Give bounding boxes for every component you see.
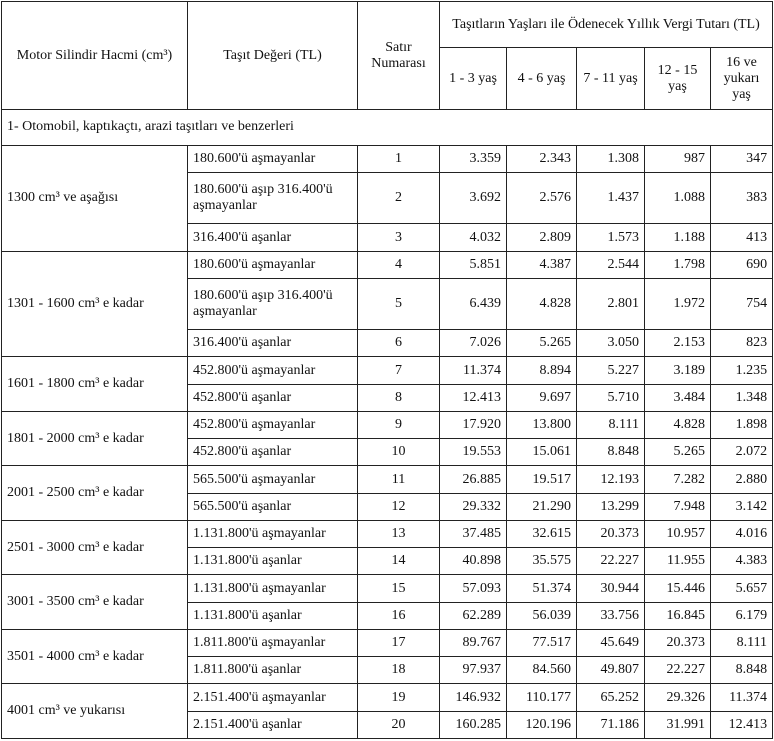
tax-amount-cell: 77.517 (507, 629, 577, 656)
tax-amount-cell: 45.649 (577, 629, 645, 656)
tax-amount-cell: 1.088 (645, 173, 711, 224)
tax-amount-cell: 2.801 (577, 278, 645, 329)
row-number-cell: 9 (358, 411, 440, 438)
tax-amount-cell: 3.050 (577, 330, 645, 357)
tax-amount-cell: 65.252 (577, 684, 645, 711)
vehicle-value-cell: 565.500'ü aşanlar (188, 493, 358, 520)
row-number-cell: 17 (358, 629, 440, 656)
header-row-number: Satır Numarası (358, 2, 440, 110)
tax-amount-cell: 56.039 (507, 602, 577, 629)
table-row (2, 466, 773, 493)
tax-amount-cell: 8.848 (711, 657, 773, 684)
engine-volume-cell: 4001 cm³ ve yukarısı (2, 684, 188, 739)
tax-amount-cell: 13.299 (577, 493, 645, 520)
row-number-cell: 12 (358, 493, 440, 520)
vehicle-value-cell: 180.600'ü aşıp 316.400'ü aşmayanlar (188, 278, 358, 329)
tax-amount-cell: 51.374 (507, 575, 577, 602)
tax-amount-cell: 30.944 (577, 575, 645, 602)
tax-amount-cell: 49.807 (577, 657, 645, 684)
engine-volume-cell: 3501 - 4000 cm³ e kadar (2, 629, 188, 684)
tax-amount-cell: 754 (711, 278, 773, 329)
tax-amount-cell: 8.848 (577, 439, 645, 466)
table-row (2, 684, 773, 711)
row-number-cell: 10 (358, 439, 440, 466)
tax-amount-cell: 2.153 (645, 330, 711, 357)
engine-volume-cell: 1801 - 2000 cm³ e kadar (2, 411, 188, 466)
tax-amount-cell: 1.898 (711, 411, 773, 438)
tax-amount-cell: 7.282 (645, 466, 711, 493)
tax-amount-cell: 11.955 (645, 548, 711, 575)
table-row (2, 145, 773, 172)
tax-amount-cell: 2.809 (507, 224, 577, 251)
header-vehicle-value: Taşıt Değeri (TL) (188, 2, 358, 110)
tax-amount-cell: 5.657 (711, 575, 773, 602)
tax-amount-cell: 20.373 (645, 629, 711, 656)
tax-amount-cell: 11.374 (711, 684, 773, 711)
header-age-7-11: 7 - 11 yaş (577, 48, 645, 110)
tax-amount-cell: 1.437 (577, 173, 645, 224)
tax-amount-cell: 5.851 (440, 251, 507, 278)
tax-amount-cell: 110.177 (507, 684, 577, 711)
row-number-cell: 14 (358, 548, 440, 575)
tax-amount-cell: 12.413 (440, 384, 507, 411)
tax-amount-cell: 4.828 (645, 411, 711, 438)
engine-volume-cell: 2001 - 2500 cm³ e kadar (2, 466, 188, 521)
tax-amount-cell: 31.991 (645, 711, 711, 738)
tax-amount-cell: 1.798 (645, 251, 711, 278)
row-number-cell: 1 (358, 145, 440, 172)
table-row (2, 251, 773, 278)
tax-amount-cell: 40.898 (440, 548, 507, 575)
tax-amount-cell: 383 (711, 173, 773, 224)
tax-amount-cell: 1.188 (645, 224, 711, 251)
tax-amount-cell: 71.186 (577, 711, 645, 738)
row-number-cell: 5 (358, 278, 440, 329)
header-age-12-15: 12 - 15 yaş (645, 48, 711, 110)
vehicle-value-cell: 1.811.800'ü aşmayanlar (188, 629, 358, 656)
tax-amount-cell: 4.032 (440, 224, 507, 251)
row-number-cell: 18 (358, 657, 440, 684)
vehicle-value-cell: 316.400'ü aşanlar (188, 224, 358, 251)
tax-amount-cell: 4.828 (507, 278, 577, 329)
row-number-cell: 16 (358, 602, 440, 629)
tax-amount-cell: 1.972 (645, 278, 711, 329)
vehicle-value-cell: 180.600'ü aşmayanlar (188, 251, 358, 278)
tax-amount-cell: 3.692 (440, 173, 507, 224)
tax-amount-cell: 21.290 (507, 493, 577, 520)
vehicle-value-cell: 1.811.800'ü aşanlar (188, 657, 358, 684)
tax-amount-cell: 160.285 (440, 711, 507, 738)
vehicle-value-cell: 1.131.800'ü aşmayanlar (188, 575, 358, 602)
vehicle-value-cell: 2.151.400'ü aşmayanlar (188, 684, 358, 711)
tax-amount-cell: 1.308 (577, 145, 645, 172)
vehicle-value-cell: 2.151.400'ü aşanlar (188, 711, 358, 738)
tax-amount-cell: 15.446 (645, 575, 711, 602)
vehicle-value-cell: 452.800'ü aşanlar (188, 384, 358, 411)
table-row (2, 575, 773, 602)
tax-amount-cell: 13.800 (507, 411, 577, 438)
section-title: 1- Otomobil, kaptıkaçtı, arazi taşıtları ve benzerleri (2, 110, 773, 146)
header-age-1-3: 1 - 3 yaş (440, 48, 507, 110)
tax-amount-cell: 2.576 (507, 173, 577, 224)
tax-amount-cell: 22.227 (645, 657, 711, 684)
tax-amount-cell: 3.484 (645, 384, 711, 411)
header-age-16-plus: 16 ve yukarı yaş (711, 48, 773, 110)
tax-amount-cell: 823 (711, 330, 773, 357)
tax-amount-cell: 62.289 (440, 602, 507, 629)
tax-amount-cell: 3.359 (440, 145, 507, 172)
engine-volume-cell: 1301 - 1600 cm³ e kadar (2, 251, 188, 357)
engine-volume-cell: 1601 - 1800 cm³ e kadar (2, 357, 188, 412)
tax-amount-cell: 29.326 (645, 684, 711, 711)
row-number-cell: 6 (358, 330, 440, 357)
row-number-cell: 11 (358, 466, 440, 493)
vehicle-value-cell: 180.600'ü aşıp 316.400'ü aşmayanlar (188, 173, 358, 224)
tax-amount-cell: 2.072 (711, 439, 773, 466)
tax-amount-cell: 2.343 (507, 145, 577, 172)
tax-amount-cell: 32.615 (507, 520, 577, 547)
tax-amount-cell: 35.575 (507, 548, 577, 575)
tax-amount-cell: 89.767 (440, 629, 507, 656)
tax-amount-cell: 26.885 (440, 466, 507, 493)
engine-volume-cell: 1300 cm³ ve aşağısı (2, 145, 188, 251)
tax-amount-cell: 2.544 (577, 251, 645, 278)
row-number-cell: 20 (358, 711, 440, 738)
tax-amount-cell: 97.937 (440, 657, 507, 684)
tax-amount-cell: 146.932 (440, 684, 507, 711)
tax-amount-cell: 120.196 (507, 711, 577, 738)
tax-amount-cell: 1.573 (577, 224, 645, 251)
tax-amount-cell: 8.894 (507, 357, 577, 384)
header-engine-volume: Motor Silindir Hacmi (cm³) (2, 2, 188, 110)
tax-amount-cell: 4.016 (711, 520, 773, 547)
tax-amount-cell: 19.517 (507, 466, 577, 493)
engine-volume-cell: 2501 - 3000 cm³ e kadar (2, 520, 188, 575)
tax-amount-cell: 22.227 (577, 548, 645, 575)
tax-amount-cell: 4.387 (507, 251, 577, 278)
tax-amount-cell: 987 (645, 145, 711, 172)
vehicle-value-cell: 316.400'ü aşanlar (188, 330, 358, 357)
header-annual-tax-group: Taşıtların Yaşları ile Ödenecek Yıllık Vergi Tutarı (TL) (440, 2, 773, 48)
vehicle-tax-table (1, 1, 773, 739)
tax-amount-cell: 3.189 (645, 357, 711, 384)
tax-amount-cell: 16.845 (645, 602, 711, 629)
tax-amount-cell: 413 (711, 224, 773, 251)
tax-amount-cell: 19.553 (440, 439, 507, 466)
tax-amount-cell: 10.957 (645, 520, 711, 547)
tax-amount-cell: 17.920 (440, 411, 507, 438)
tax-amount-cell: 12.413 (711, 711, 773, 738)
tax-amount-cell: 5.265 (507, 330, 577, 357)
row-number-cell: 2 (358, 173, 440, 224)
table-row (2, 357, 773, 384)
vehicle-value-cell: 1.131.800'ü aşanlar (188, 602, 358, 629)
tax-amount-cell: 11.374 (440, 357, 507, 384)
tax-amount-cell: 4.383 (711, 548, 773, 575)
tax-amount-cell: 5.265 (645, 439, 711, 466)
engine-volume-cell: 3001 - 3500 cm³ e kadar (2, 575, 188, 630)
row-number-cell: 13 (358, 520, 440, 547)
tax-amount-cell: 8.111 (577, 411, 645, 438)
tax-amount-cell: 37.485 (440, 520, 507, 547)
table-row (2, 411, 773, 438)
table-row (2, 629, 773, 656)
vehicle-value-cell: 565.500'ü aşmayanlar (188, 466, 358, 493)
tax-amount-cell: 1.235 (711, 357, 773, 384)
tax-amount-cell: 29.332 (440, 493, 507, 520)
tax-amount-cell: 9.697 (507, 384, 577, 411)
tax-amount-cell: 2.880 (711, 466, 773, 493)
tax-amount-cell: 6.439 (440, 278, 507, 329)
tax-amount-cell: 84.560 (507, 657, 577, 684)
header-age-4-6: 4 - 6 yaş (507, 48, 577, 110)
tax-amount-cell: 7.948 (645, 493, 711, 520)
row-number-cell: 8 (358, 384, 440, 411)
vehicle-value-cell: 1.131.800'ü aşanlar (188, 548, 358, 575)
vehicle-value-cell: 452.800'ü aşmayanlar (188, 357, 358, 384)
table-row (2, 520, 773, 547)
tax-amount-cell: 3.142 (711, 493, 773, 520)
tax-amount-cell: 6.179 (711, 602, 773, 629)
tax-amount-cell: 8.111 (711, 629, 773, 656)
tax-amount-cell: 15.061 (507, 439, 577, 466)
vehicle-value-cell: 452.800'ü aşanlar (188, 439, 358, 466)
row-number-cell: 3 (358, 224, 440, 251)
tax-amount-cell: 12.193 (577, 466, 645, 493)
vehicle-value-cell: 180.600'ü aşmayanlar (188, 145, 358, 172)
row-number-cell: 7 (358, 357, 440, 384)
row-number-cell: 15 (358, 575, 440, 602)
row-number-cell: 4 (358, 251, 440, 278)
row-number-cell: 19 (358, 684, 440, 711)
tax-amount-cell: 20.373 (577, 520, 645, 547)
tax-amount-cell: 1.348 (711, 384, 773, 411)
tax-amount-cell: 5.227 (577, 357, 645, 384)
tax-amount-cell: 57.093 (440, 575, 507, 602)
vehicle-value-cell: 1.131.800'ü aşmayanlar (188, 520, 358, 547)
tax-amount-cell: 7.026 (440, 330, 507, 357)
tax-amount-cell: 5.710 (577, 384, 645, 411)
tax-amount-cell: 347 (711, 145, 773, 172)
vehicle-value-cell: 452.800'ü aşmayanlar (188, 411, 358, 438)
tax-amount-cell: 33.756 (577, 602, 645, 629)
tax-amount-cell: 690 (711, 251, 773, 278)
